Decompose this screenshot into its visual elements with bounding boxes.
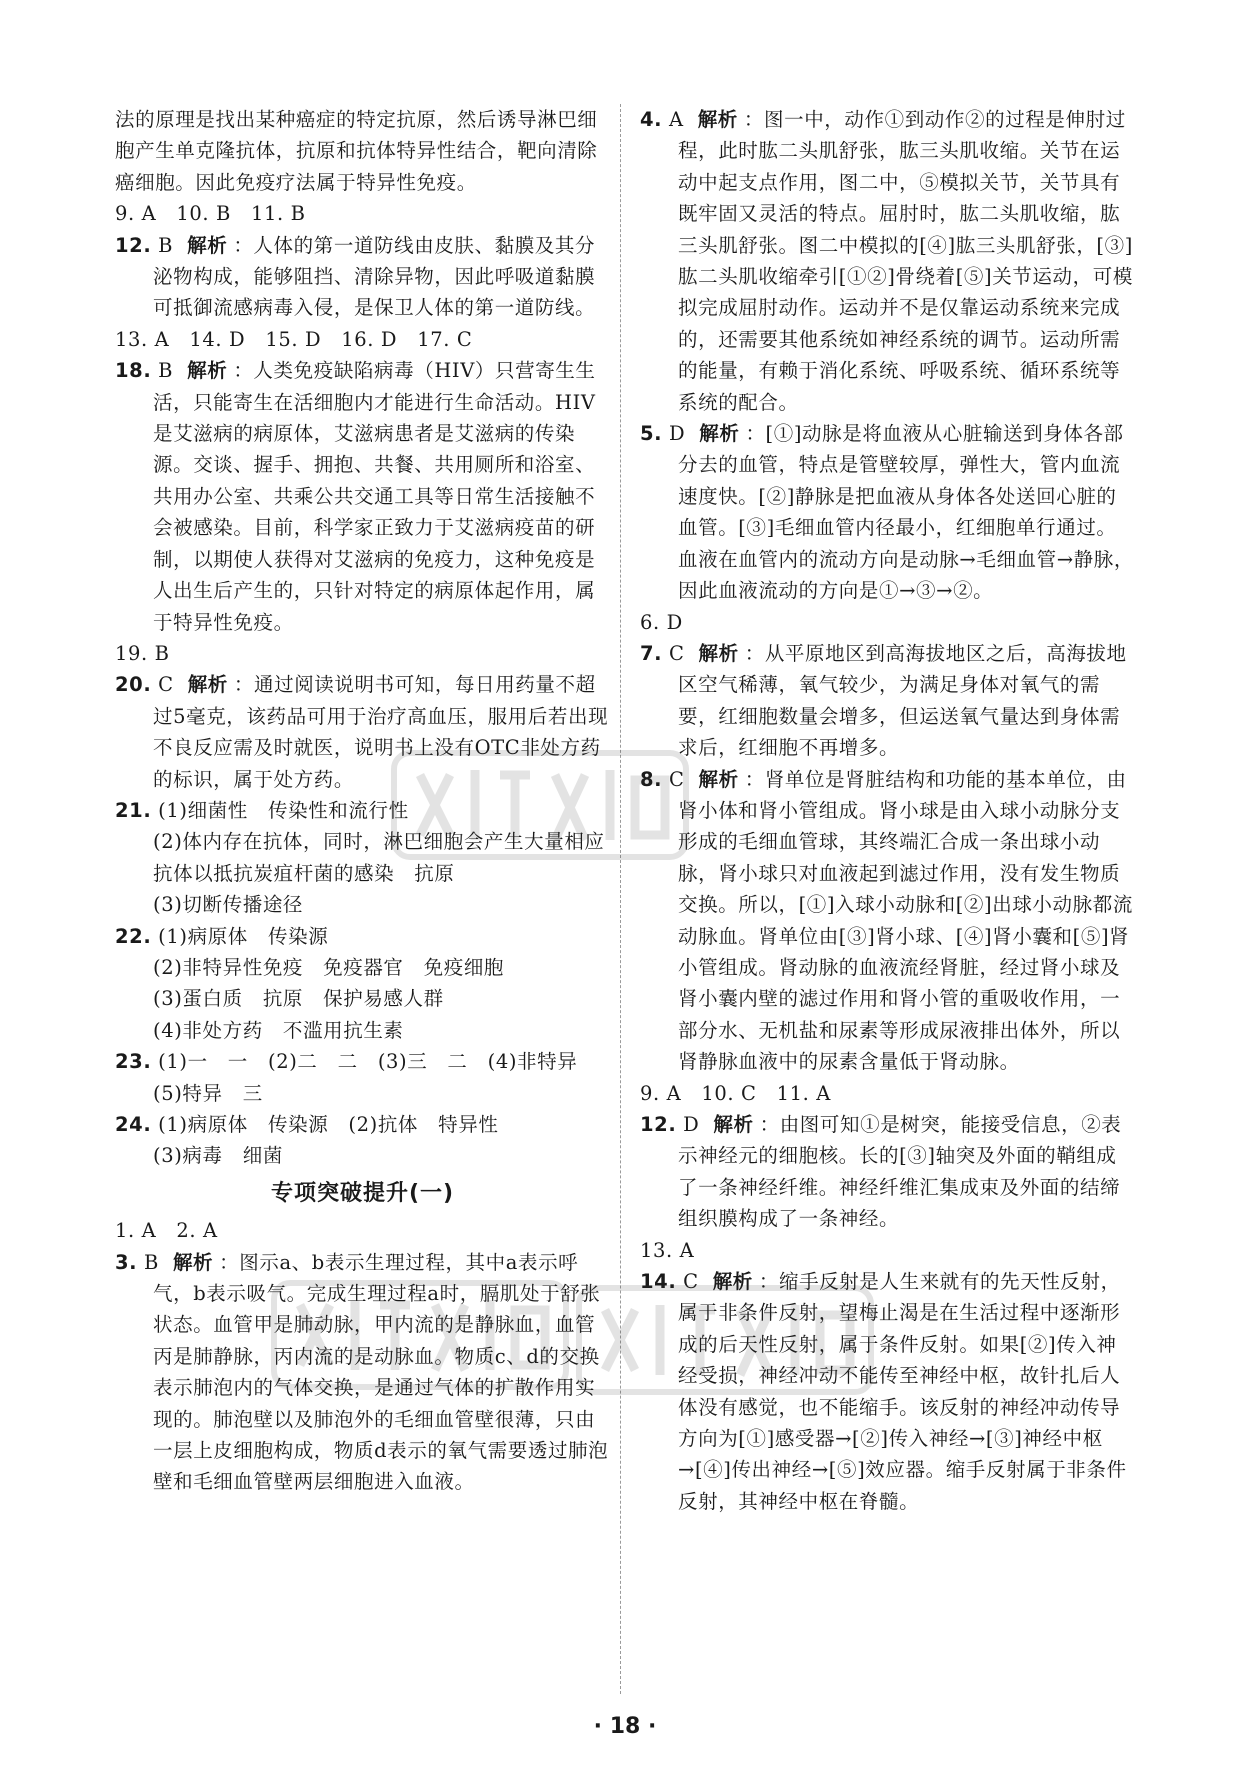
answer-letter: B (158, 359, 174, 383)
answer-22 (115, 921, 610, 952)
answer-line-19: 19. B (115, 641, 170, 665)
answer-part: (1)一 一 (2)二 二 (3)三 二 (4)非特异 (5)特异 三 (153, 1050, 598, 1105)
answer-part: (4)非处方药 不滥用抗生素 (153, 1018, 404, 1042)
answer-letter: C (669, 641, 685, 665)
answer-part: (2)非特异性免疫 免疫器官 免疫细胞 (153, 955, 505, 979)
analysis-label: 解析 (187, 233, 228, 257)
answer-part: (1)细菌性 传染性和流行性 (158, 798, 409, 822)
question-number: 20. (115, 673, 152, 697)
question-number: 12. (115, 233, 152, 257)
answer-14 (640, 1266, 1135, 1517)
answer-part: (3)切断传播途径 (153, 893, 304, 917)
analysis-label: 解析 (712, 1270, 753, 1294)
analysis-text: ：肾单位是肾脏结构和功能的基本单位，由肾小体和肾小管组成。肾小球是由入球小动脉分支形成的毛细血管球，其终端汇合成一条出球小动脉，肾小球只对血液起到滤过作用，没有发生物质交换。所以，[①]入球小动脉和[②]出球小动脉都流动脉血。肾单位由[③]肾小球、[④]肾小囊和[⑤]肾小管组成。肾动脉的血液流经肾脏，经过肾小球及肾小囊内壁的滤过作用和肾小管的重吸收作用，一部分水、无机盐和尿素等形成尿液排出体外，所以肾静脉血液中的尿素含量低于肾动脉。 (678, 767, 1133, 1074)
answer-20 (115, 669, 610, 795)
answer-letter: B (158, 233, 174, 257)
analysis-label: 解析 (172, 1250, 214, 1274)
answer-23 (115, 1046, 610, 1109)
answer-letter: B (144, 1250, 159, 1274)
analysis-text: ：图一中，动作①到动作②的过程是伸肘过程，此时肱二头肌舒张，肱三头肌收缩。关节在运动中起支点作用，图二中，⑤模拟关节，关节具有既牢固又灵活的特点。屈肘时，肱二头肌收缩，肱三头肌舒张。图二中模拟的[④]肱三头肌舒张，[③]肱二头肌收缩牵引[①②]骨绕着[⑤]关节运动，可模拟完成屈肘动作。运动并不是仅靠运动系统来完成的，还需要其他系统如神经系统的调节。运动所需的能量，有赖于消化系统、呼吸系统、循环系统等系统的配合。 (678, 108, 1133, 414)
question-number: 23. (115, 1050, 152, 1074)
answer-18 (115, 355, 610, 638)
answer-line-9-11: 9. A 10. B 11. B (115, 202, 306, 226)
question-number: 21. (115, 798, 152, 822)
answer-letter: D (669, 422, 686, 446)
analysis-label: 解析 (187, 673, 228, 697)
right-column (640, 104, 1135, 1517)
analysis-label: 解析 (697, 108, 738, 131)
answer-line-13: 13. A (640, 1238, 695, 1262)
answer-line-9-11: 9. A 10. C 11. A (640, 1081, 831, 1105)
answer-24 (115, 1109, 610, 1140)
analysis-label: 解析 (699, 422, 740, 446)
answer-letter: C (669, 767, 685, 791)
answer-3 (115, 1247, 610, 1498)
continued-paragraph: 法的原理是找出某种癌症的特定抗原，然后诱导淋巴细胞产生单克隆抗体，抗原和抗体特异性结合，靶向清除癌细胞。因此免疫疗法属于特异性免疫。 (115, 108, 598, 194)
analysis-label: 解析 (698, 641, 739, 665)
question-number: 3. (115, 1250, 138, 1274)
analysis-text: ：由图可知①是树突，能接受信息，②表示神经元的细胞核。长的[③]轴突及外面的鞘组成了一条神经纤维。神经纤维汇集成束及外面的结缔组织膜构成了一条神经。 (678, 1113, 1122, 1231)
answer-21 (115, 795, 610, 826)
answer-line-6: 6. D (640, 610, 683, 634)
answer-7 (640, 638, 1135, 764)
analysis-text: ：缩手反射是人生来就有的先天性反射，属于非条件反射，望梅止渴是在生活过程中逐渐形成的后天性反射，属于条件反射。如果[②]传入神经受损，神经冲动不能传至神经中枢，故针扎后人体没有感觉，也不能缩手。该反射的神经冲动传导方向为[①]感受器→[②]传入神经→[③]神经中枢→[④]传出神经→[⑤]效应器。缩手反射属于非条件反射，其神经中枢在脊髓。 (678, 1270, 1127, 1513)
answer-letter: C (683, 1270, 699, 1294)
answer-5 (640, 418, 1135, 606)
answer-part: (2)体内存在抗体，同时，淋巴细胞会产生大量相应抗体以抵抗炭疽杆菌的感染 抗原 (153, 830, 605, 885)
question-number: 4. (640, 108, 663, 131)
question-number: 14. (640, 1270, 677, 1294)
answer-part: (3)病毒 细菌 (153, 1144, 283, 1168)
left-column (115, 104, 610, 1498)
answer-line-1-2: 1. A 2. A (115, 1219, 218, 1243)
answer-12 (115, 230, 610, 324)
question-number: 7. (640, 641, 663, 665)
analysis-text: ：[①]动脉是将血液从心脏输送到身体各部分去的血管，特点是管壁较厚，弹性大，管内血流速度快。[②]静脉是把血液从身体各处送回心脏的血管。[③]毛细血管内径最小，红细胞单行通过。血液在血管内的流动方向是动脉→毛细血管→静脉，因此血液流动的方向是①→③→②。 (678, 422, 1134, 603)
column-divider (620, 104, 621, 1694)
analysis-text: ：从平原地区到高海拔地区之后，高海拔地区空气稀薄，氧气较少，为满足身体对氧气的需要，红细胞数量会增多，但运送氧气量达到身体需求后，红细胞不再增多。 (678, 641, 1127, 760)
section-title: 专项突破提升(一) (270, 1180, 455, 1206)
analysis-label: 解析 (187, 359, 228, 383)
analysis-text: ：图示a、b表示生理过程，其中a表示呼气，b表示吸气。完成生理过程a时，膈肌处于舒张状态。血管甲是肺动脉，甲内流的是静脉血，血管丙是肺静脉，丙内流的是动脉血。物质c、d的交换表示肺泡内的气体交换，是通过气体的扩散作用实现的。肺泡壁以及肺泡外的毛细血管壁很薄，只由一层上皮细胞构成，物质d表示的氧气需要透过肺泡壁和毛细血管壁两层细胞进入血液。 (153, 1250, 609, 1494)
answer-12 (640, 1109, 1135, 1235)
analysis-label: 解析 (698, 767, 739, 791)
answer-letter: A (669, 108, 684, 131)
question-number: 8. (640, 767, 663, 791)
answer-part: (1)病原体 传染源 (2)抗体 特异性 (158, 1113, 499, 1136)
question-number: 12. (640, 1113, 677, 1136)
analysis-text: ：人体的第一道防线由皮肤、黏膜及其分泌物构成，能够阻挡、清除异物，因此呼吸道黏膜可抵御流感病毒入侵，是保卫人体的第一道防线。 (153, 233, 596, 320)
answer-8 (640, 764, 1135, 1078)
analysis-text: ：人类免疫缺陷病毒（HIV）只营寄生生活，只能寄生在活细胞内才能进行生命活动。HIV是艾滋病的病原体，艾滋病患者是艾滋病的传染源。交谈、握手、拥抱、共餐、共用厕所和浴室、共用办公室、共乘公共交通工具等日常生活接触不会被感染。目前，科学家正致力于艾滋病疫苗的研制，以期使人获得对艾滋病的免疫力，这种免疫是人出生后产生的，只针对特定的病原体起作用，属于特异性免疫。 (153, 359, 596, 634)
answer-part: (1)病原体 传染源 (158, 924, 329, 948)
answer-4 (640, 104, 1135, 418)
analysis-label: 解析 (713, 1113, 754, 1136)
answer-part: (3)蛋白质 抗原 保护易感人群 (153, 987, 444, 1011)
answer-line-13-17: 13. A 14. D 15. D 16. D 17. C (115, 327, 473, 351)
answer-letter: D (683, 1113, 700, 1136)
question-number: 5. (640, 422, 663, 446)
answer-letter: C (158, 673, 174, 697)
analysis-text: ：通过阅读说明书可知，每日用药量不超过5毫克，该药品可用于治疗高血压，服用后若出现不良反应需及时就医，说明书上没有OTC非处方药的标识，属于处方药。 (153, 673, 609, 791)
question-number: 18. (115, 359, 152, 383)
page-number: · 18 · (593, 1714, 657, 1739)
question-number: 22. (115, 924, 152, 948)
question-number: 24. (115, 1113, 152, 1136)
